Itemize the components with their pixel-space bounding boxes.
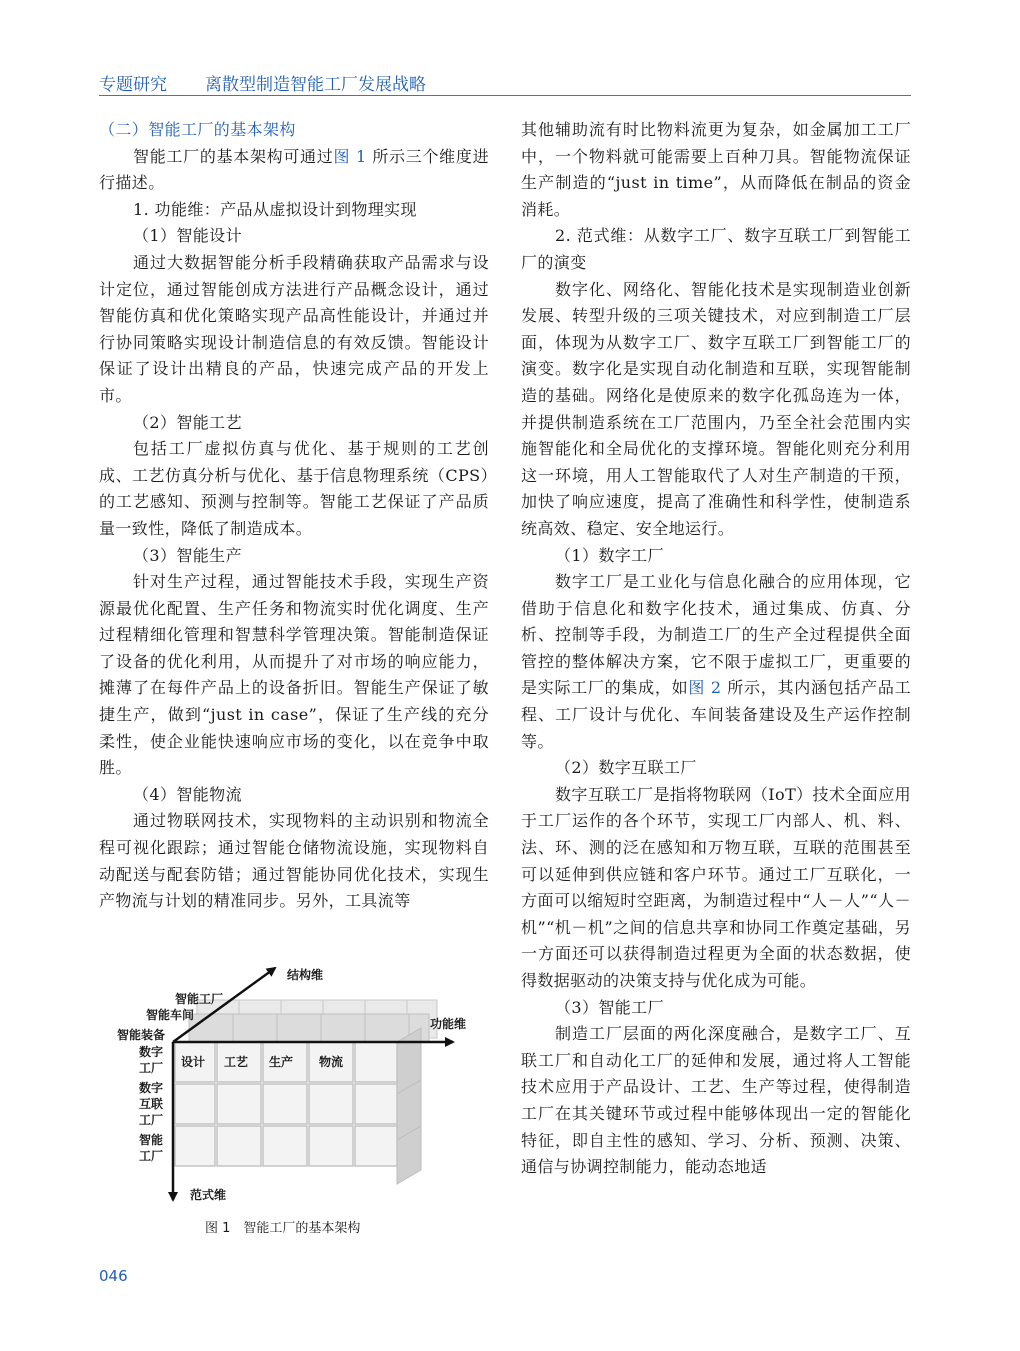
section-label: 专题研究 [99,75,167,95]
dimension-2-heading: 2. 范式维：从数字工厂、数字互联工厂到智能工厂的演变 [521,226,911,272]
header-title: 离散型制造智能工厂发展战略 [205,75,426,95]
intro-paragraph [99,144,489,197]
subsection-title: （1）数字工厂 [555,545,664,565]
right-column [521,117,911,1181]
section-heading: （二）智能工厂的基本架构 [99,120,296,139]
intro-text: 智能工厂的基本架构可通过 [133,146,334,166]
paragraph: 针对生产过程，通过智能技术手段，实现生产资源最优化配置、生产任务和物流实时优化调度、生产过程精细化管理和智慧科学管理决策。智能制造保证了设备的优化利用，从而提升了对市场的响应能力，摊薄了在每件产品上的设备折旧。智能生产保证了敏捷生产，做到“just in case”，保证了生产线的充分柔性，使企业能快速响应市场的变化，以在竞争中取胜。 [99,572,489,778]
subsection-title: （1）智能设计 [133,226,242,246]
paragraph [521,569,911,755]
dimension-1-heading: 1. 功能维：产品从虚拟设计到物理实现 [133,199,417,219]
paragraph: 通过大数据智能分析手段精确获取产品需求与设计定位，通过智能创成方法进行产品概念设计，通过智能仿真和优化策略实现产品高性能设计，并通过并行协同策略实现设计制造信息的有效反馈。智能设计保证了设计出精良的产品，快速完成产品的开发上市。 [99,252,489,405]
paragraph: 制造工厂层面的两化深度融合，是数字工厂、互联工厂和自动化工厂的延伸和发展，通过将人工智能技术应用于产品设计、工艺、生产等过程，使得制造工厂在其关键环节或过程中能够体现出一定的智能化特征，即自主性的感知、学习、分析、预测、决策、通信与协调控制能力，能动态地适 [521,1024,911,1177]
depth-label: 智能工厂 [175,992,224,1006]
depth-label: 智能车间 [146,1008,195,1022]
subsection-title: （3）智能生产 [133,545,242,565]
column-label: 工艺 [224,1055,249,1069]
column-label: 物流 [319,1055,344,1069]
paragraph-text: 数字工厂是工业化与信息化融合的应用体现，它借助于信息化和数字化技术，通过集成、仿真、分析、控制等手段，为制造工厂的生产全过程提供全面管控的整体解决方案，它不限于虚拟工厂，更重要的是实际工厂的集成，如 [521,572,911,698]
row-label: 数字 工厂 [138,1045,163,1075]
paragraph-text-end: 所示，其内涵包括产品工程、工厂设计与优化、车间装备建设及生产运作控制等。 [521,678,912,751]
subsection-title: （4）智能物流 [133,784,242,804]
paragraph: 其他辅助流有时比物料流更为复杂，如金属加工工厂中，一个物料就可能需要上百种刀具。智能物流保证生产制造的“just in time”，从而降低在制品的资金消耗。 [521,120,911,219]
architecture-cube-diagram [115,960,485,1210]
depth-label: 智能装备 [117,1028,166,1042]
intro-text-end: 所示三个维度进行描述。 [99,146,489,193]
function-axis-label: 功能维 [430,1017,467,1031]
page-number: 046 [99,1267,128,1285]
figure-1 [115,960,485,1240]
subsection-title: （2）智能工艺 [133,412,242,432]
paradigm-axis-label: 范式维 [190,1188,227,1202]
paragraph: 通过物联网技术，实现物料的主动识别和物流全程可视化跟踪；通过智能仓储物流设施，实现物料自动配送与配套防错；通过智能协同优化技术，实现生产物流与计划的精准同步。另外，工具流等 [99,811,489,911]
paragraph: 包括工厂虚拟仿真与优化、基于规则的工艺创成、工艺仿真分析与优化、基于信息物理系统（CPS）的工艺感知、预测与控制等。智能工艺保证了产品质量一致性，降低了制造成本。 [99,439,489,538]
subsection-title: （2）数字互联工厂 [555,758,697,778]
paragraph: 数字化、网络化、智能化技术是实现制造业创新发展、转型升级的三项关键技术，对应到制造工厂层面，体现为从数字工厂、数字互联工厂到智能工厂的演变。数字化是实现自动化制造和互联，实现智能制造的基础。网络化是使原来的数字化孤岛连为一体，并提供制造系统在工厂范围内，乃至全社会范围内实施智能化和全局优化的支撑环境。智能化则充分利用这一环境，用人工智能取代了人对生产制造的干预，加快了响应速度，提高了准确性和科学性，使制造系统高效、稳定、安全地运行。 [521,279,911,538]
paragraph: 数字互联工厂是指将物联网（IoT）技术全面应用于工厂运作的各个环节，实现工厂内部人、机、料、法、环、测的泛在感知和万物互联，互联的范围甚至可以延伸到供应链和客户环节。通过工厂互联化，一方面可以缩短时空距离，为制造过程中“人－人”“人－机”“机－机”之间的信息共享和协同工作奠定基础，另一方面还可以获得制造过程更为全面的状态数据，使得数据驱动的决策支持与优化成为可能。 [521,784,911,990]
figure-caption: 图 1 智能工厂的基本架构 [205,1221,361,1236]
running-header [99,70,911,96]
column-label: 设计 [181,1055,206,1069]
column-label: 生产 [269,1055,294,1069]
row-label: 智能 工厂 [138,1133,163,1163]
left-column [99,117,489,915]
figure-2-link[interactable]: 图 2 [688,678,722,698]
structure-axis-label: 结构维 [287,968,324,982]
subsection-title: （3）智能工厂 [555,997,664,1017]
row-label: 数字 互联 工厂 [138,1081,163,1127]
figure-1-link[interactable]: 图 1 [333,146,367,166]
